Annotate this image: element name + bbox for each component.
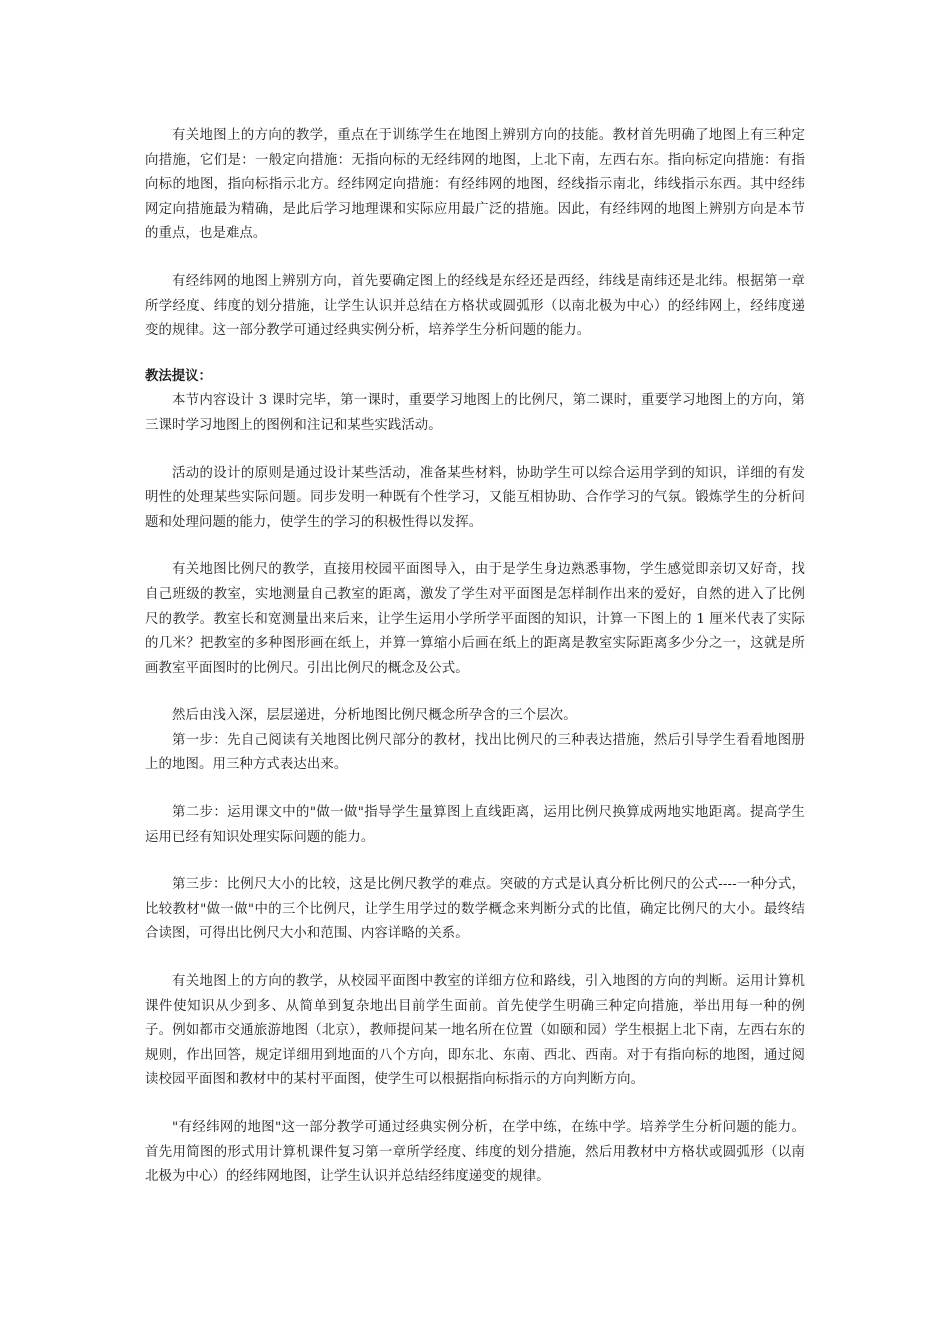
paragraph-graticule-direction: 有经纬网的地图上辨别方向，首先要确定图上的经线是东经还是西经，纬线是南纬还是北纬。根据第一章所学经度、纬度的划分措施，让学生认识并总结在方格状或圆弧形（以南北极为中心）的经纬网上，经纬度递变的规律。这一部分教学可通过经典实例分析，培养学生分析问题的能力。 — [145, 273, 805, 339]
paragraph-map-direction: 有关地图上的方向的教学，从校园平面图中教室的详细方位和路线，引入地图的方向的判断。运用计算机课件使知识从少到多、从简单到复杂地出目前学生面前。首先使学生明确三种定向措施，举出用每一种的例子。例如都市交通旅游地图（北京），教师提问某一地名所在位置（如颐和园）学生根据上北下南，左西右东的规则，作出回答，规定详细用到地面的八个方向，即东北、东南、西北、西南。对于有指向标的地图，通过阅读校园平面图和教材中的某村平面图，使学生可以根据指向标指示的方向判断方向。 — [145, 974, 805, 1088]
paragraph-step-one: 第一步：先自己阅读有关地图比例尺部分的教材，找出比例尺的三种表达措施，然后引导学生看看地图册上的地图。用三种方式表达出来。 — [145, 732, 805, 773]
document-page — [145, 124, 805, 1190]
paragraph-step-three: 第三步：比例尺大小的比较，这是比例尺教学的难点。突破的方式是认真分析比例尺的公式----一种分式，比较教材"做一做"中的三个比例尺，让学生用学过的数学概念来判断分式的比值，确定比例尺的大小。最终结合读图，可得出比例尺大小和范围、内容详略的关系。 — [145, 877, 805, 942]
section-heading-teaching-suggestions: 教法提议： — [145, 368, 212, 384]
paragraph-scale-teaching: 有关地图比例尺的教学，直接用校园平面图导入，由于是学生身边熟悉事物，学生感觉即亲切又好奇，找自己班级的教室，实地测量自己教室的距离，激发了学生对平面图是怎样制作出来的爱好，自然的进入了比例尺的教学。教室长和宽测量出来后来，让学生运用小学所学平面图的知识，计算一下图上的 1 厘米代表了实际的几米？把教室的多种图形画在纸上，并算一算缩小后画在纸上的距离是教室实际距离多少分之一，这就是所画教室平面图时的比例尺。引出比例尺的概念及公式。 — [145, 562, 805, 676]
paragraph-activity-design: 活动的设计的原则是通过设计某些活动，准备某些材料，协助学生可以综合运用学到的知识，详细的有发明性的处理某些实际问题。同步发明一种既有个性学习，又能互相协助、合作学习的气氛。锻炼学生的分析问题和处理问题的能力，使学生的学习的积极性得以发挥。 — [145, 465, 805, 530]
paragraph-three-levels: 然后由浅入深，层层递进，分析地图比例尺概念所孕含的三个层次。 — [172, 708, 577, 724]
paragraph-direction-teaching: 有关地图上的方向的教学，重点在于训练学生在地图上辨别方向的技能。教材首先明确了地图上有三种定向措施，它们是：一般定向措施：无指向标的无经纬网的地图，上北下南，左西右东。指向标定向措施：有指向标的地图，指向标指示北方。经纬网定向措施：有经纬网的地图，经线指示南北，纬线指示东西。其中经纬网定向措施最为精确，是此后学习地理课和实际应用最广泛的措施。因此，有经纬网的地图上辨别方向是本节的重点，也是难点。 — [145, 128, 805, 242]
paragraph-step-two: 第二步：运用课文中的"做一做"指导学生量算图上直线距离，运用比例尺换算成两地实地距离。提高学生运用已经有知识处理实际问题的能力。 — [145, 805, 805, 845]
paragraph-graticule-teaching: "有经纬网的地图"这一部分教学可通过经典实例分析，在学中练，在练中学。培养学生分析问题的能力。首先用简图的形式用计算机课件复习第一章所学经度、纬度的划分措施，然后用教材中方格状或圆弧形（以南北极为中心）的经纬网地图，让学生认识并总结经纬度递变的规律。 — [145, 1120, 805, 1185]
paragraph-lesson-plan: 本节内容设计 3 课时完毕，第一课时，重要学习地图上的比例尺，第二课时，重要学习地图上的方向，第三课时学习地图上的图例和注记和某些实践活动。 — [145, 393, 805, 433]
